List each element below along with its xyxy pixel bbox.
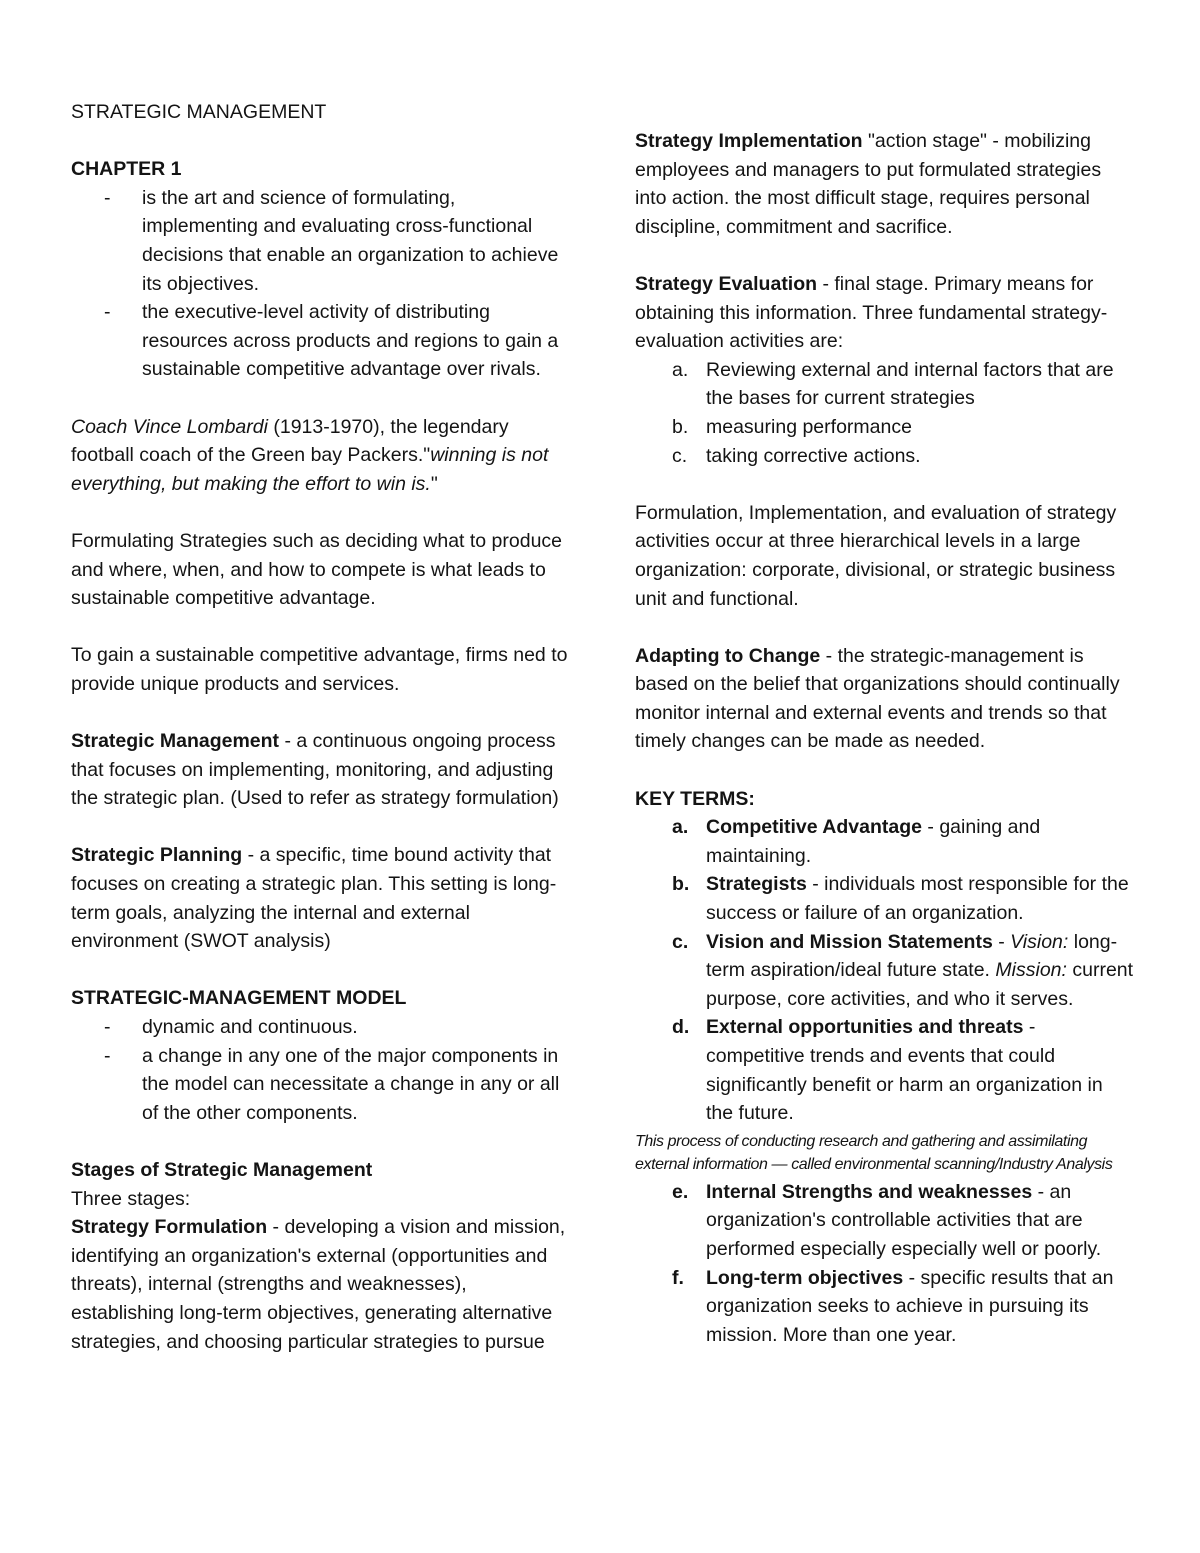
term: Strategy Formulation xyxy=(71,1216,268,1239)
definition-strategy-implementation: Strategy Implementation "action stage" - mobilizing employees and managers to put formulated strategies into action. the most difficult stage, requires personal discipline, commitment and sacrifice. xyxy=(635,130,1102,238)
list-item: - the executive-level activity of distributing resources across products and regions to gain a sustainable competitive advantage over rivals. xyxy=(71,298,571,384)
paragraph-hierarchical-levels: Formulation, Implementation, and evaluation of strategy activities occur at three hierarchical levels in a large organization: corporate, divisional, or strategic business unit and functional. xyxy=(635,501,1117,610)
quote-saying: winning is not everything, but making the effort to win is. xyxy=(71,444,549,495)
list-item: - is the art and science of formulating, implementing and evaluating cross-functional decisions that enable an organization to achieve its objectives. xyxy=(71,184,571,298)
list-marker: e. xyxy=(672,1180,689,1203)
definition-strategic-planning: Strategic Planning - a specific, time bound activity that focuses on creating a strategic plan. This setting is long-term goals, analyzing the internal and external environment (SWOT analysis) xyxy=(71,844,557,953)
chapter-heading: CHAPTER 1 xyxy=(71,158,182,181)
list-marker: c. xyxy=(672,930,689,953)
environmental-scanning-note: This process of conducting research and gathering and assimilating external information — called environmental scanning/Industry Analysis xyxy=(635,1132,1113,1174)
definition-strategic-management: Strategic Management - a continuous ongoing process that focuses on implementing, monitoring, and adjusting the strategic plan. (Used to refer as strategy formulation) xyxy=(71,730,559,810)
list-item: - dynamic and continuous. xyxy=(71,1013,571,1042)
term: Strategic Management xyxy=(71,730,280,753)
term: Strategic Planning xyxy=(71,844,243,867)
dash-marker: - xyxy=(104,1044,111,1067)
left-column xyxy=(71,0,571,1356)
list-marker: b. xyxy=(672,873,690,896)
definition-strategy-formulation: Strategy Formulation - developing a vision and mission, identifying an organization's external (opportunities and threats), internal (strengths and weaknesses), establishing long-term objectives, generating alternative strategies, and choosing particular strategies to pursue xyxy=(71,1216,566,1353)
list-item: c. taking corrective actions. xyxy=(635,442,1135,471)
term: Vision and Mission Statements xyxy=(706,930,993,953)
key-term-internal-strengths: e. Internal Strengths and weaknesses - an organization's controllable activities that are performed especially especially well or poorly. xyxy=(635,1178,1135,1264)
right-column xyxy=(635,0,1135,1349)
term: Strategy Implementation xyxy=(635,130,863,152)
list-marker: a. xyxy=(672,816,689,839)
list-item: b. measuring performance xyxy=(635,413,1135,442)
key-term-competitive-advantage: a. Competitive Advantage - gaining and maintaining. xyxy=(635,813,1135,870)
key-terms-list-continued xyxy=(635,1178,1135,1350)
list-item: a. Reviewing external and internal factors that are the bases for current strategies xyxy=(635,356,1135,413)
stages-heading: Stages of Strategic Management xyxy=(71,1158,373,1181)
list-marker: c. xyxy=(672,444,688,467)
vision-label: Vision: xyxy=(1010,930,1069,953)
term: Adapting to Change xyxy=(635,644,821,667)
key-term-long-term-objectives: f. Long-term objectives - specific results that an organization seeks to achieve in pursuing its mission. More than one year. xyxy=(635,1264,1135,1350)
lombardi-quote: Coach Vince Lombardi (1913-1970), the legendary football coach of the Green bay Packers."winning is not everything, but making the effort to win is." xyxy=(71,415,549,495)
term: Strategy Evaluation xyxy=(635,272,818,295)
term: Long-term objectives xyxy=(706,1266,904,1289)
paragraph-gain-advantage: To gain a sustainable competitive advantage, firms ned to provide unique products and services. xyxy=(71,644,568,695)
list-marker: d. xyxy=(672,1016,690,1039)
term: Competitive Advantage xyxy=(706,816,922,839)
mission-label: Mission: xyxy=(995,959,1067,982)
list-item: - a change in any one of the major components in the model can necessitate a change in any or all of the other components. xyxy=(71,1042,571,1128)
term: Strategists xyxy=(706,873,807,896)
key-term-strategists: b. Strategists - individuals most responsible for the success or failure of an organization. xyxy=(635,870,1135,927)
evaluation-activities-list xyxy=(635,356,1135,470)
term: Internal Strengths and weaknesses xyxy=(706,1180,1033,1203)
model-list xyxy=(71,1013,571,1127)
term: External opportunities and threats xyxy=(706,1016,1024,1039)
quote-person: Coach Vince Lombardi xyxy=(71,415,268,438)
paragraph-formulating: Formulating Strategies such as deciding what to produce and where, when, and how to compete is what leads to sustainable competitive advantage. xyxy=(71,529,563,610)
key-terms-heading: KEY TERMS: xyxy=(635,787,755,810)
list-marker: f. xyxy=(672,1266,684,1289)
model-heading: STRATEGIC-MANAGEMENT MODEL xyxy=(71,987,407,1010)
chapter-definition-list xyxy=(71,184,571,384)
document-title: STRATEGIC MANAGEMENT xyxy=(71,101,327,123)
definition-strategy-evaluation: Strategy Evaluation - final stage. Primary means for obtaining this information. Three fundamental strategy-evaluation activities are: xyxy=(635,272,1108,353)
dash-marker: - xyxy=(104,1016,111,1038)
key-term-vision-mission: c. Vision and Mission Statements - Vision: long-term aspiration/ideal future state. Mission: current purpose, core activities, and who it serves. xyxy=(635,928,1135,1014)
stages-intro: Three stages: xyxy=(71,1187,191,1210)
key-terms-list xyxy=(635,813,1135,1128)
list-marker: b. xyxy=(672,415,689,438)
key-term-external-opportunities: d. External opportunities and threats - competitive trends and events that could significantly benefit or harm an organization in the future. xyxy=(635,1013,1135,1127)
dash-marker: - xyxy=(104,186,111,209)
list-marker: a. xyxy=(672,358,689,381)
dash-marker: - xyxy=(104,301,111,324)
definition-adapting-to-change: Adapting to Change - the strategic-management is based on the belief that organizations should continually monitor internal and external events and trends so that timely changes can be made as needed. xyxy=(635,644,1120,753)
